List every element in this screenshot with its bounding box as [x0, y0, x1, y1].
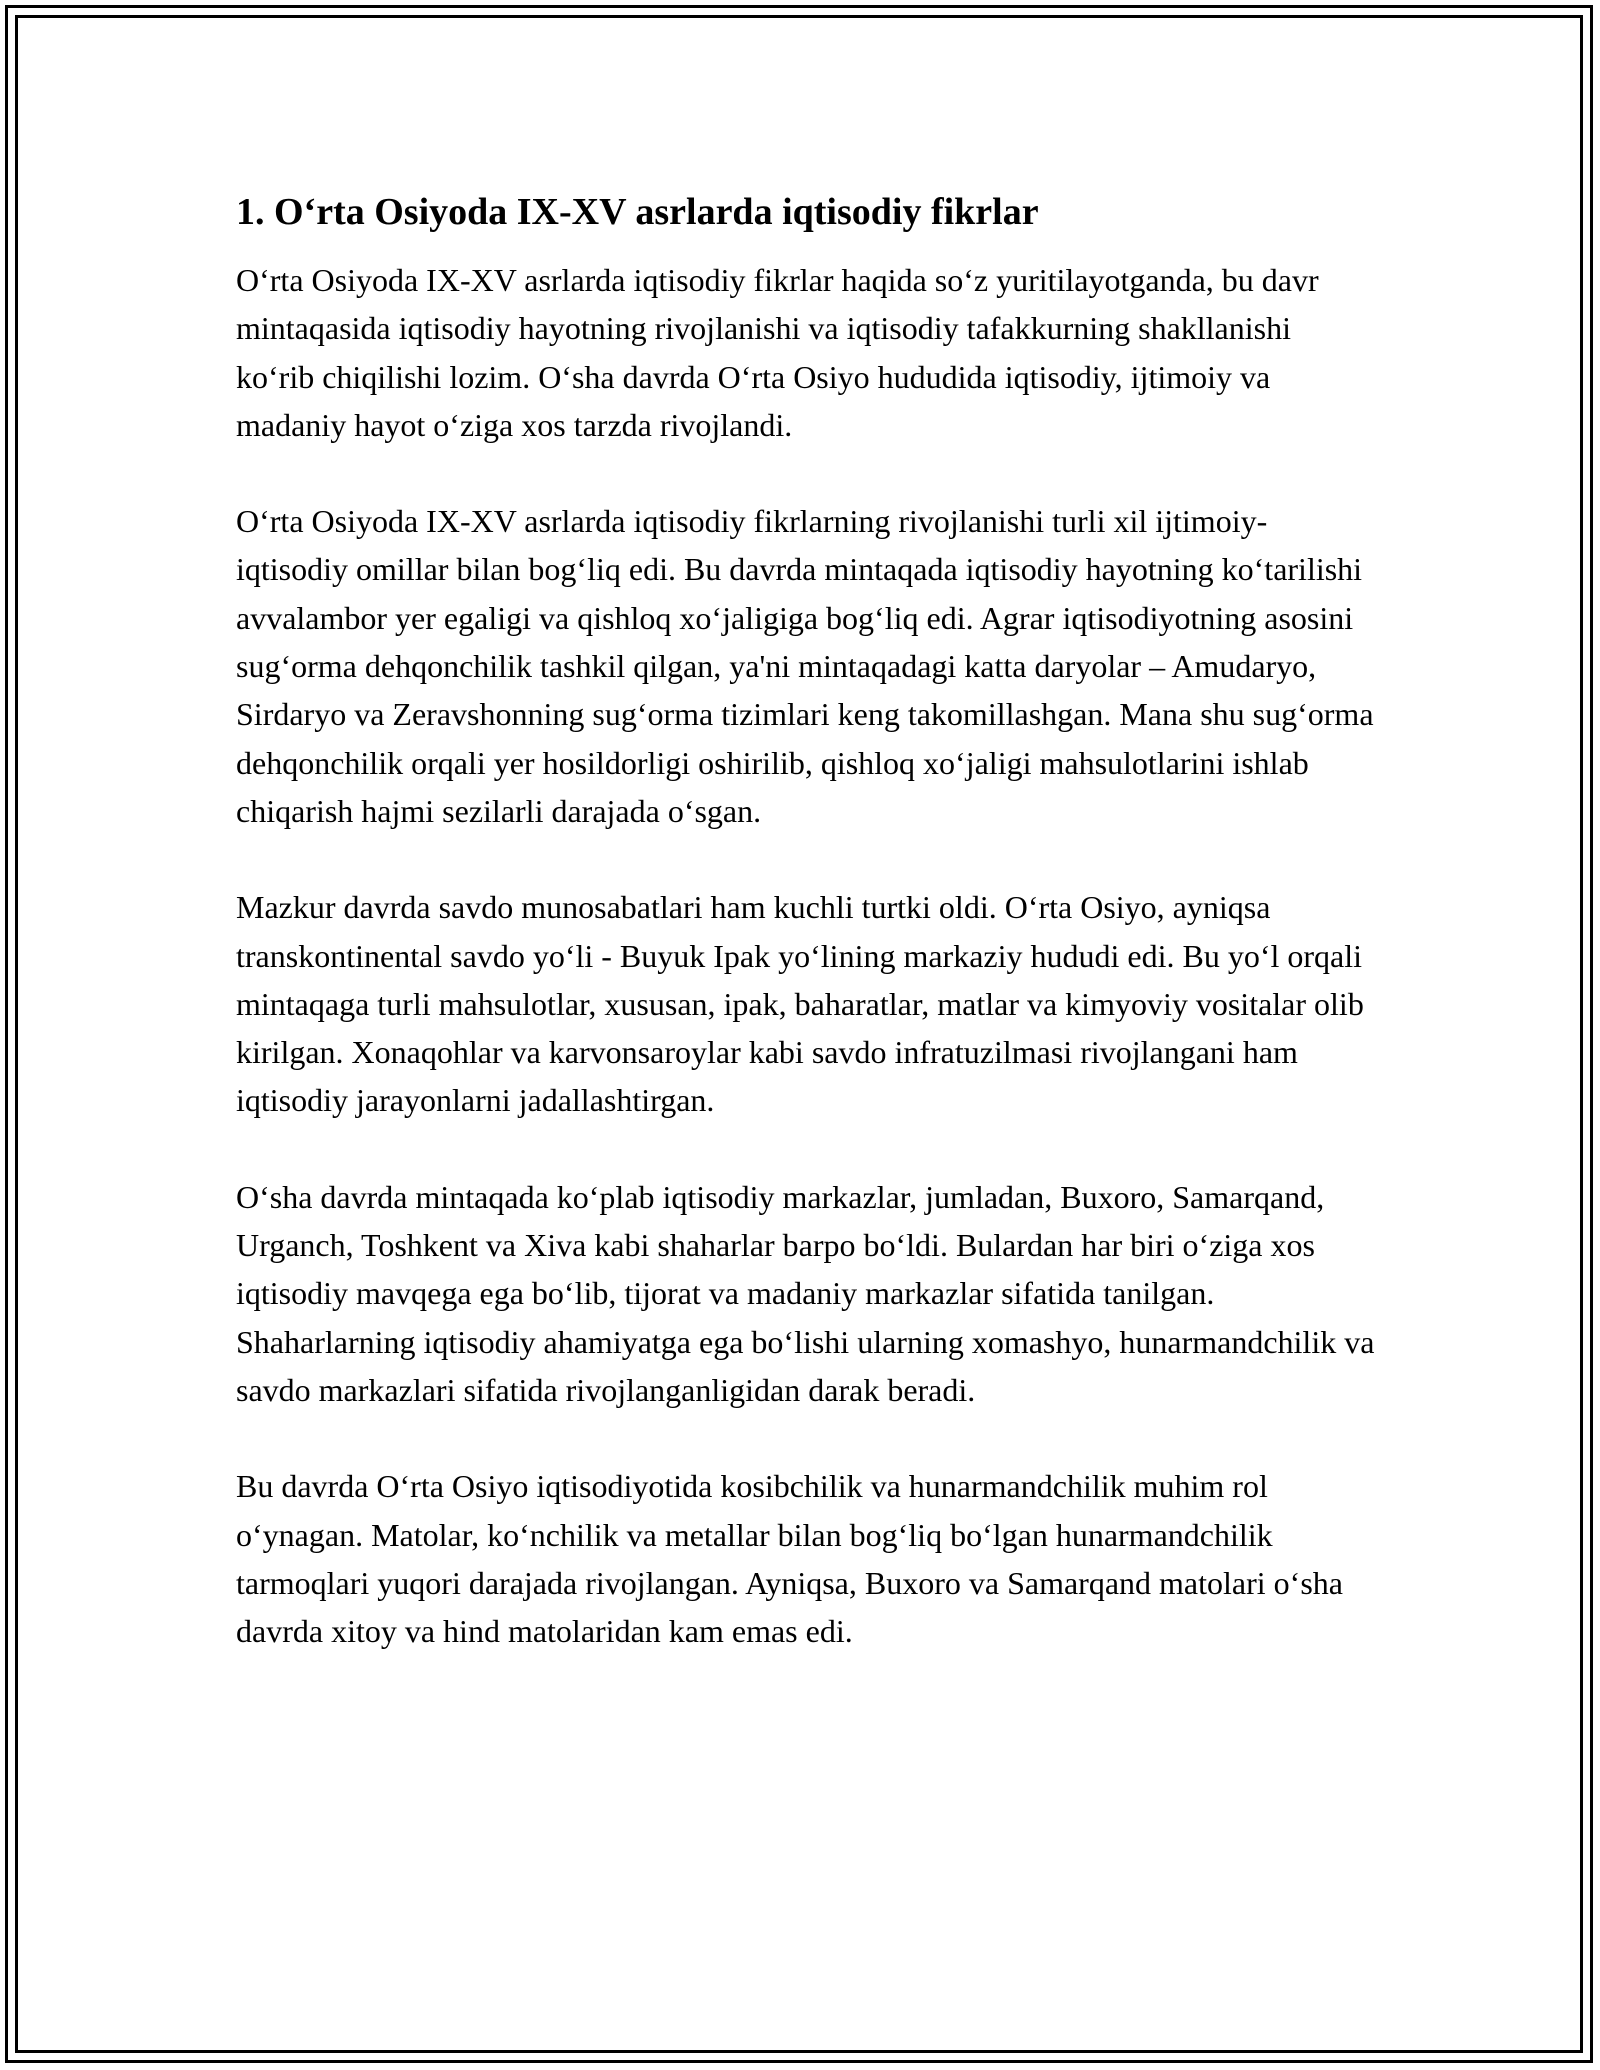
paragraph-1: O‘rta Osiyoda IX-XV asrlarda iqtisodiy fikrlar haqida so‘z yuritilayotganda, bu davr mintaqasida iqtisodiy hayotning rivojlanishi va iqtisodiy tafakkurning shakllanishi ko‘rib chiqilishi lozim. O‘sha davrda O‘rta Osiyo hududida iqtisodiy, ijtimoiy va madaniy hayot o‘ziga xos tarzda rivojlandi. [236, 262, 1319, 443]
paragraph-3: Mazkur davrda savdo munosabatlari ham kuchli turtki oldi. O‘rta Osiyo, ayniqsa transkontinental savdo yo‘li - Buyuk Ipak yo‘lining markaziy hududi edi. Bu yo‘l orqali mintaqaga turli mahsulotlar, xususan, ipak, baharatlar, matlar va kimyoviy vositalar olib kirilgan. Xonaqohlar va karvonsaroylar kabi savdo infratuzilmasi rivojlangani ham iqtisodiy jarayonlarni jadallashtirgan. [236, 889, 1364, 1119]
document-body [236, 188, 1376, 1703]
document-title: 1. O‘rta Osiyoda IX-XV asrlarda iqtisodiy fikrlar [236, 191, 1039, 233]
paragraph-2: O‘rta Osiyoda IX-XV asrlarda iqtisodiy fikrlarning rivojlanishi turli xil ijtimoiy-iqtisodiy omillar bilan bog‘liq edi. Bu davrda mintaqada iqtisodiy hayotning ko‘tarilishi avvalambor yer egaligi va qishloq xo‘jaligiga bog‘liq edi. Agrar iqtisodiyotning asosini sug‘orma dehqonchilik tashkil qilgan, ya'ni mintaqadagi katta daryolar – Amudaryo, Sirdaryo va Zeravshonning sug‘orma tizimlari keng takomillashgan. Mana shu sug‘orma dehqonchilik orqali yer hosildorligi oshirilib, qishloq xo‘jaligi mahsulotlarini ishlab chiqarish hajmi sezilarli darajada o‘sgan. [236, 503, 1374, 829]
paragraph-5: Bu davrda O‘rta Osiyo iqtisodiyotida kosibchilik va hunarmandchilik muhim rol o‘ynagan. Matolar, ko‘nchilik va metallar bilan bog‘liq bo‘lgan hunarmandchilik tarmoqlari yuqori darajada rivojlangan. Ayniqsa, Buxoro va Samarqand matolari o‘sha davrda xitoy va hind matolaridan kam emas edi. [236, 1468, 1343, 1650]
paragraph-4: O‘sha davrda mintaqada ko‘plab iqtisodiy markazlar, jumladan, Buxoro, Samarqand, Urganch, Toshkent va Xiva kabi shaharlar barpo bo‘ldi. Bulardan har biri o‘ziga xos iqtisodiy mavqega ega bo‘lib, tijorat va madaniy markazlar sifatida tanilgan. Shaharlarning iqtisodiy ahamiyatga ega bo‘lishi ularning xomashyo, hunarmandchilik va savdo markazlari sifatida rivojlanganligidan darak beradi. [236, 1178, 1375, 1408]
